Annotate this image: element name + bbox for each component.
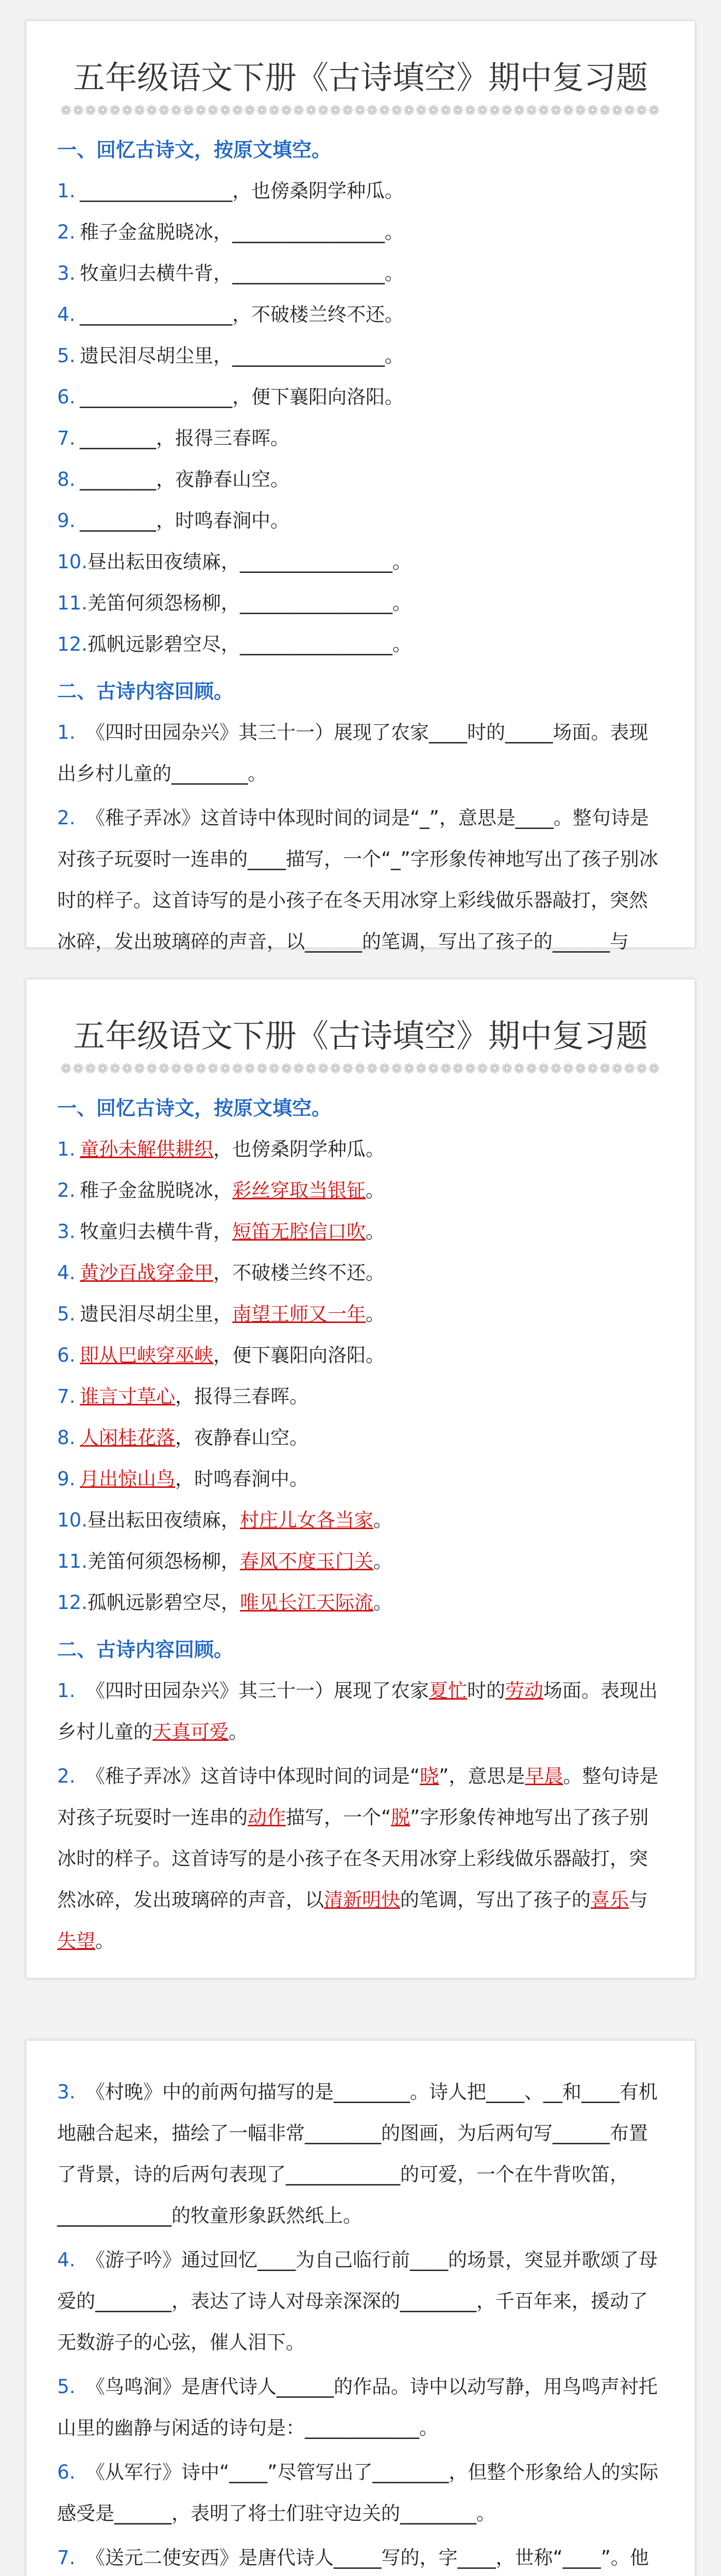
answer-line: 12.孤帆远影碧空尽，唯见长江天际流。 — [57, 1591, 392, 1614]
fill-in-line: 1. ________________，也傍桑阴学种瓜。 — [57, 180, 404, 202]
fill-in-line: 8. ________，夜静春山空。 — [57, 468, 289, 490]
answer-line: 1. 童孙未解供耕织，也傍桑阴学种瓜。 — [57, 1138, 385, 1160]
answer-line: 3. 牧童归去横牛背，短笛无腔信口吹。 — [57, 1221, 385, 1243]
page-title: 五年级语文下册《古诗填空》期中复习题 — [73, 59, 648, 96]
answer-line: 2. 稚子金盆脱晓冰，彩丝穿取当银钲。 — [57, 1179, 385, 1201]
answer-line: 9. 月出惊山鸟，时鸣春涧中。 — [57, 1468, 308, 1490]
section-heading-2: 二、古诗内容回顾。 — [57, 1638, 234, 1661]
answer-line: 4. 黄沙百战穿金甲，不破楼兰终不还。 — [57, 1262, 385, 1284]
question-item: 7. 《送元二使安西》是唐代诗人_____写的，字____，世称“____”。他 — [57, 2547, 649, 2569]
question-item: 4. 《游子吟》通过回忆____为自己临行前____的场景，突显并歌颂了母爱的________，表达了诗人对母亲深深的________，千百年来，援动了无数游子的心弦，催人泪下。 — [57, 2249, 658, 2353]
worksheet-page-answers-1 — [26, 979, 695, 1978]
fill-in-line: 10.昼出耘田夜绩麻，________________。 — [57, 551, 411, 573]
answer-line: 6. 即从巴峡穿巫峡，便下襄阳向洛阳。 — [57, 1344, 385, 1366]
section-heading-1: 一、回忆古诗文，按原文填空。 — [57, 139, 332, 161]
question-item: 3. 《村晚》中的前两句描写的是________。诗人把____、__和____有机地融合起来，描绘了一幅非常________的图画，为后两句写______布置了背景，诗的后两句表现了____________的可爱，一个在牛背吹笛，____________的牧童形象跃然纸上。 — [57, 2081, 658, 2227]
answer-item: 1. 《四时田园杂兴》其三十一）展现了农家夏忙时的劳动场面。表现出乡村儿童的天真可爱。 — [57, 1680, 658, 1743]
worksheet-page-questions-1 — [26, 21, 695, 953]
answer-line: 5. 遗民泪尽胡尘里，南望王师又一年。 — [57, 1303, 385, 1325]
fill-in-line: 7. ________，报得三春晖。 — [57, 427, 289, 449]
ornament-divider: ❁❁❁❁❁❁❁❁❁❁❁❁❁❁❁❁❁❁❁❁❁❁❁❁❁❁❁❁❁❁❁❁❁❁❁❁❁❁❁❁❁❁❁❁❁❁❁❁❁ — [60, 1061, 661, 1077]
fill-in-line: 3. 牧童归去横牛背，________________。 — [57, 262, 404, 284]
question-item: 2. 《稚子弄冰》这首诗中体现时间的词是“_”，意思是____。整句诗是对孩子玩耍时一连串的____描写，一个“_”字形象传神地写出了孩子别冰时的样子。这首诗写的是小孩子在冬天用冰穿上彩线做乐器敲打，突然冰碎，发出玻璃碎的声音，以______的笔调，写出了孩子的______与 — [57, 807, 658, 953]
section-heading-1: 一、回忆古诗文，按原文填空。 — [57, 1097, 332, 1120]
fill-in-line: 12.孤帆远影碧空尽，________________。 — [57, 633, 411, 655]
answer-line: 7. 谁言寸草心，报得三春晖。 — [57, 1385, 308, 1408]
fill-in-line: 2. 稚子金盆脱晓冰，________________。 — [57, 221, 404, 243]
section-heading-2: 二、古诗内容回顾。 — [57, 680, 234, 703]
fill-in-line: 9. ________，时鸣春涧中。 — [57, 510, 289, 532]
page-title: 五年级语文下册《古诗填空》期中复习题 — [73, 1017, 648, 1055]
answer-item: 2. 《稚子弄冰》这首诗中体现时间的词是“晓”，意思是早晨。整句诗是对孩子玩耍时一连串的动作描写，一个“脱”字形象传神地写出了孩子别冰时的样子。这首诗写的是小孩子在冬天用冰穿上彩线做乐器敲打，突然冰碎，发出玻璃碎的声音，以清新明快的笔调，写出了孩子的喜乐与失望。 — [57, 1765, 659, 1952]
question-item: 1. 《四时田园杂兴》其三十一）展现了农家____时的_____场面。表现出乡村儿童的________。 — [57, 721, 648, 785]
answer-line: 11.羌笛何须怨杨柳，春风不度玉门关。 — [57, 1550, 392, 1572]
question-item: 6. 《从军行》诗中“____”尽管写出了________，但整个形象给人的实际感受是______，表明了将士们驻守边关的________。 — [57, 2461, 659, 2524]
worksheet-page-questions-2 — [26, 2040, 695, 2576]
ornament-divider: ❁❁❁❁❁❁❁❁❁❁❁❁❁❁❁❁❁❁❁❁❁❁❁❁❁❁❁❁❁❁❁❁❁❁❁❁❁❁❁❁❁❁❁❁❁❁❁❁❁ — [60, 103, 661, 118]
question-item: 5. 《鸟鸣涧》是唐代诗人______的作品。诗中以动写静，用鸟鸣声衬托山里的幽静与闲适的诗句是：____________。 — [57, 2376, 658, 2439]
answer-line: 10.昼出耘田夜绩麻，村庄儿女各当家。 — [57, 1509, 392, 1531]
fill-in-line: 6. ________________，便下襄阳向洛阳。 — [57, 386, 404, 408]
fill-in-line: 11.羌笛何须怨杨柳，________________。 — [57, 592, 411, 614]
fill-in-line: 5. 遗民泪尽胡尘里，________________。 — [57, 345, 404, 367]
answer-line: 8. 人闲桂花落，夜静春山空。 — [57, 1427, 308, 1449]
fill-in-line: 4. ________________，不破楼兰终不还。 — [57, 303, 404, 326]
